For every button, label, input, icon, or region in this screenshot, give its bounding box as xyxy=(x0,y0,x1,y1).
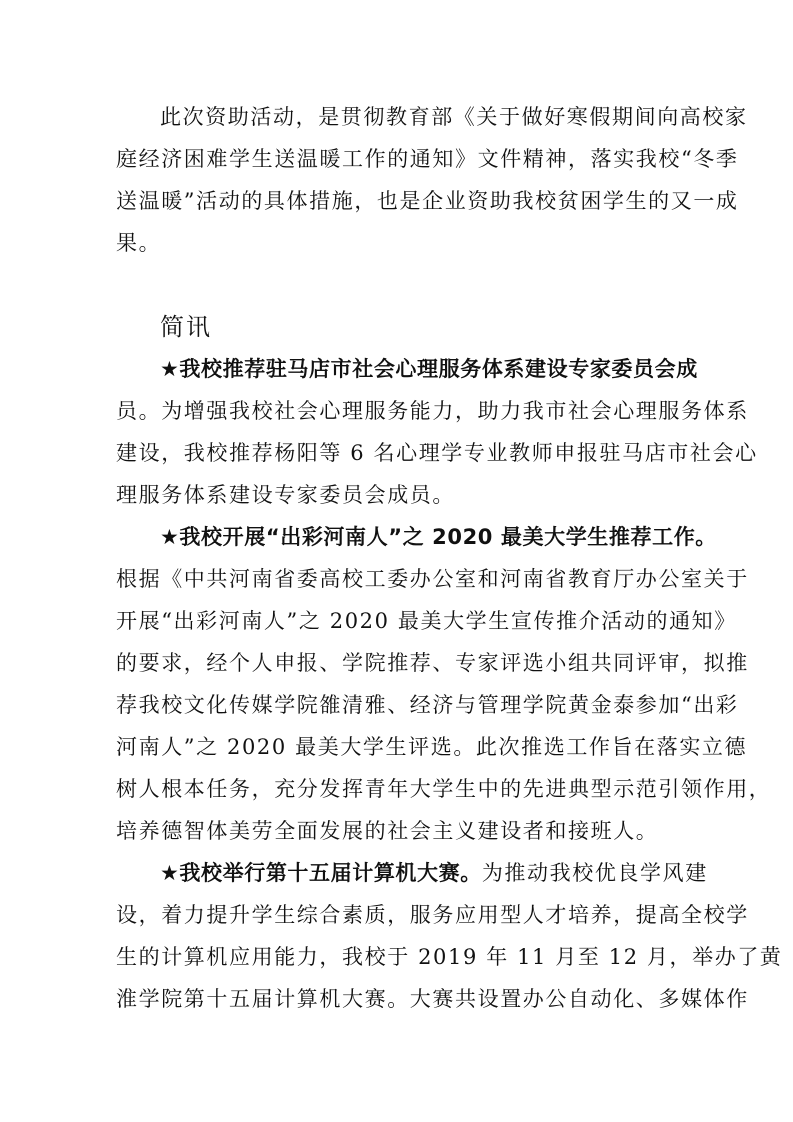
intro-line-3: 送温暖”活动的具体措施，也是企业资助我校贫困学生的又一成 xyxy=(116,189,739,213)
item3-title-line xyxy=(160,860,708,886)
item3-line-3: 淮学院第十五届计算机大赛。大赛共设置办公自动化、多媒体作 xyxy=(116,987,749,1011)
item2-line-6: 树人根本任务，充分发挥青年大学生中的先进典型示范引领作用， xyxy=(116,777,772,801)
intro-line-4: 果。 xyxy=(116,231,162,255)
item2-line-1: 根据《中共河南省委高校工委办公室和河南省教育厅办公室关于 xyxy=(116,567,749,591)
intro-line-2: 庭经济困难学生送温暖工作的通知》文件精神，落实我校“冬季 xyxy=(116,147,739,171)
item2-line-7: 培养德智体美劳全面发展的社会主义建设者和接班人。 xyxy=(116,819,659,843)
item1-line-2: 建设，我校推荐杨阳等 6 名心理学专业教师申报驻马店市社会心 xyxy=(116,441,758,465)
item3-line-2: 生的计算机应用能力，我校于 2019 年 11 月至 12 月，举办了黄 xyxy=(116,945,783,969)
section-heading: 简讯 xyxy=(160,313,212,341)
item3-title: ★我校举行第十五届计算机大赛。 xyxy=(160,861,482,885)
item1-line-1: 员。为增强我校社会心理服务能力，助力我市社会心理服务体系 xyxy=(116,399,749,423)
item2-line-5: 河南人”之 2020 最美大学生评选。此次推选工作旨在落实立德 xyxy=(116,735,748,759)
item2-line-3: 的要求，经个人申报、学院推荐、专家评选小组共同评审，拟推 xyxy=(116,651,749,675)
item2-line-2: 开展“出彩河南人”之 2020 最美大学生宣传推介活动的通知》 xyxy=(116,609,737,633)
intro-line-1: 此次资助活动，是贯彻教育部《关于做好寒假期间向高校家 xyxy=(160,105,748,129)
item1-line-3: 理服务体系建设专家委员会成员。 xyxy=(116,483,455,507)
item1-title: ★我校推荐驻马店市社会心理服务体系建设专家委员会成 xyxy=(160,357,698,381)
item3-line-1: 设，着力提升学生综合素质，服务应用型人才培养，提高全校学 xyxy=(116,903,749,927)
item2-title: ★我校开展“出彩河南人”之 2020 最美大学生推荐工作。 xyxy=(160,525,717,549)
item3-title-rest: 为推动我校优良学风建 xyxy=(481,861,708,885)
item2-line-4: 荐我校文化传媒学院雒清雅、经济与管理学院黄金泰参加“出彩 xyxy=(116,693,739,717)
